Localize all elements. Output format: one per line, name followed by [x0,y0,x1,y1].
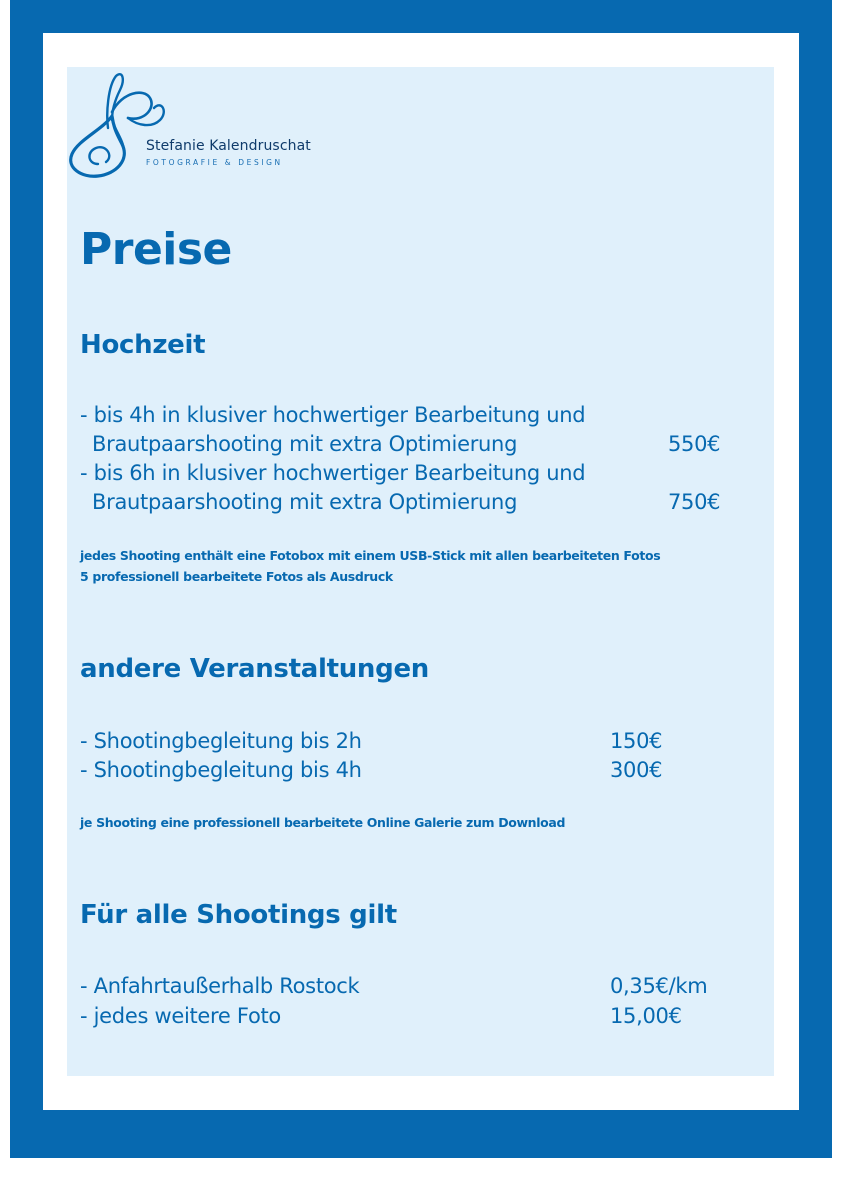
hochzeit-item-1-line1: - bis 4h in klusiver hochwertiger Bearbeitung und [80,403,586,427]
section-heading-fuer-alle-shootings: Für alle Shootings gilt [80,900,397,930]
hochzeit-item-1-price: 550€ [668,432,721,456]
section-heading-hochzeit: Hochzeit [80,330,206,360]
veranstaltungen-item-1-price: 150€ [610,729,663,753]
hochzeit-note-2: 5 professionell bearbeitete Fotos als Ausdruck [80,569,393,584]
veranstaltungen-item-2-label: - Shootingbegleitung bis 4h [80,758,362,782]
brand-subtitle: FOTOGRAFIE & DESIGN [146,158,283,167]
allgemein-item-1-label: - Anfahrtaußerhalb Rostock [80,974,360,998]
allgemein-item-2-price: 15,00€ [610,1004,682,1028]
page-title: Preise [80,224,232,275]
section-heading-andere-veranstaltungen: andere Veranstaltungen [80,654,429,684]
veranstaltungen-item-1-label: - Shootingbegleitung bis 2h [80,729,362,753]
allgemein-item-1-price: 0,35€/km [610,974,708,998]
hochzeit-item-1-line2: Brautpaarshooting mit extra Optimierung [92,432,518,456]
hochzeit-item-2-price: 750€ [668,490,721,514]
veranstaltungen-item-2-price: 300€ [610,758,663,782]
hochzeit-note-1: jedes Shooting enthält eine Fotobox mit einem USB-Stick mit allen bearbeiteten Fotos [80,548,661,563]
allgemein-item-2-label: - jedes weitere Foto [80,1004,281,1028]
hochzeit-item-2-line1: - bis 6h in klusiver hochwertiger Bearbeitung und [80,461,586,485]
brand-name: Stefanie Kalendruschat [146,138,311,154]
veranstaltungen-note-1: je Shooting eine professionell bearbeitete Online Galerie zum Download [80,815,566,830]
hochzeit-item-2-line2: Brautpaarshooting mit extra Optimierung [92,490,518,514]
